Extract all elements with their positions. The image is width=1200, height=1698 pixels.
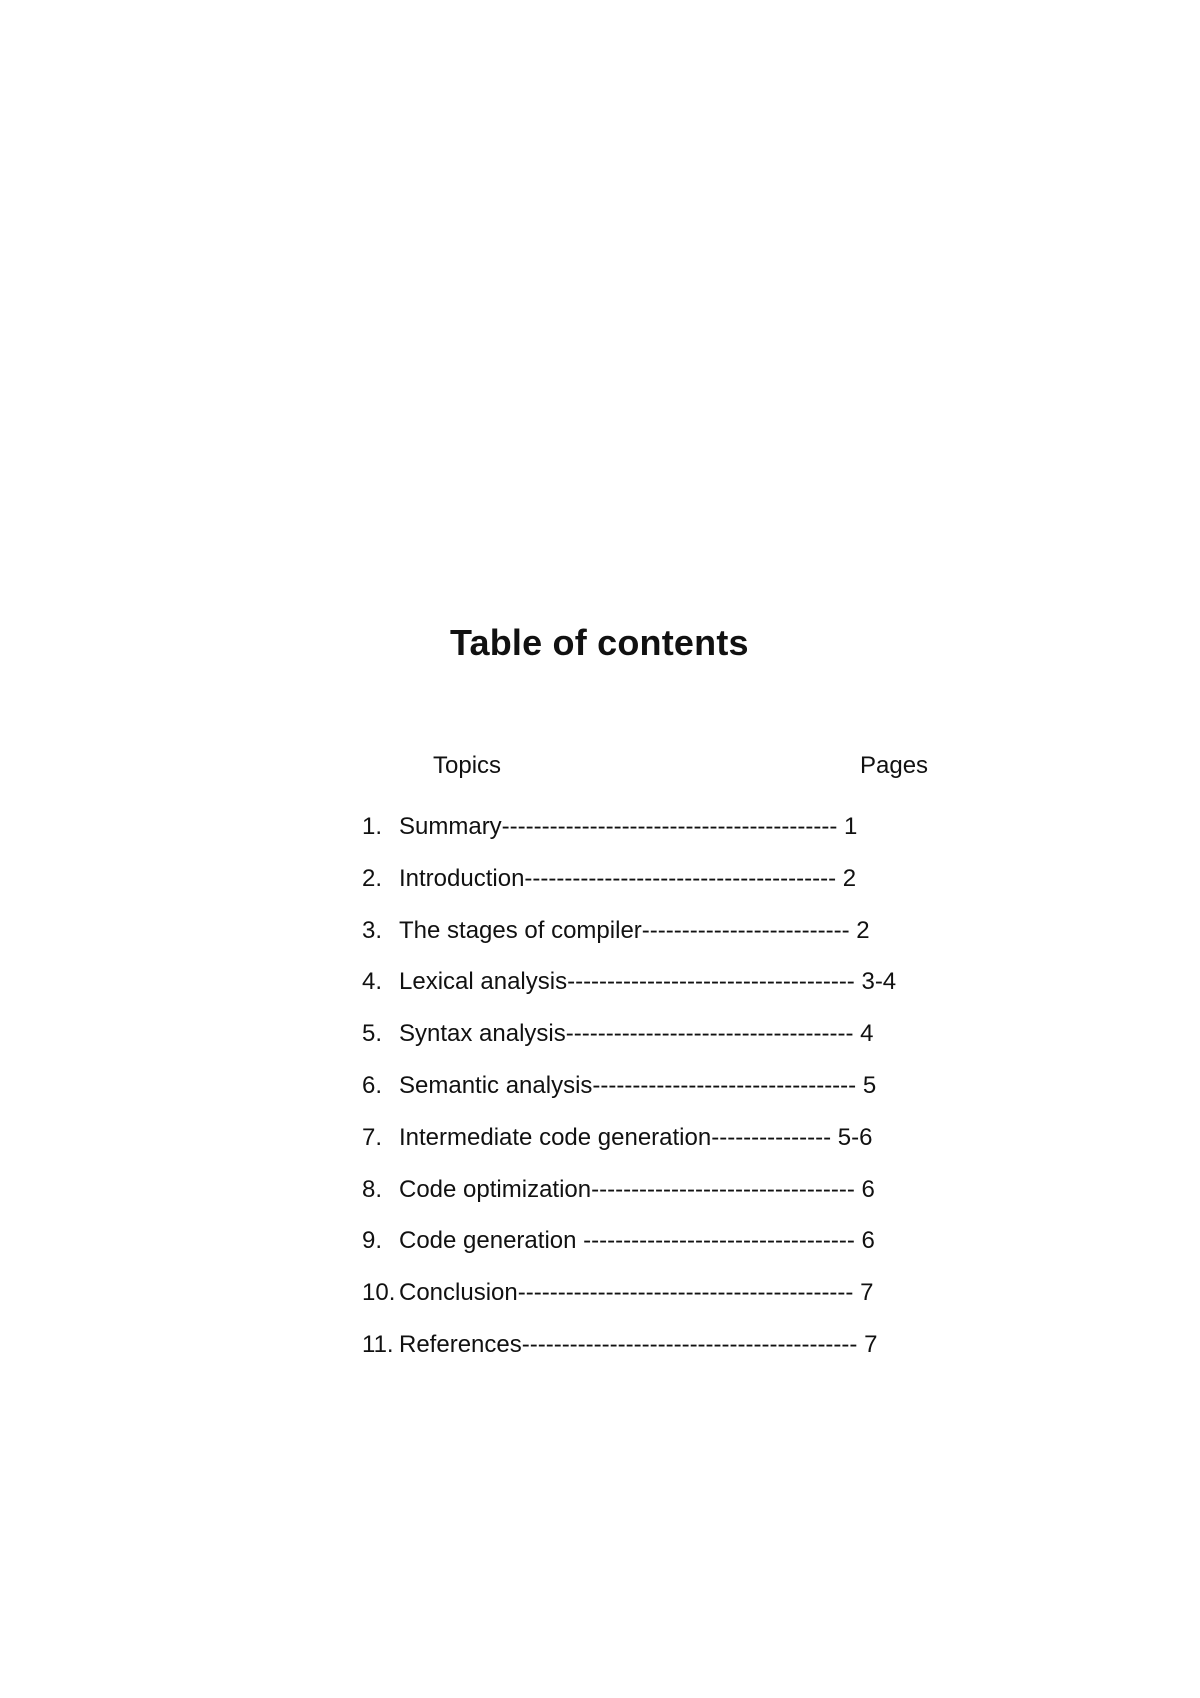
toc-entry bbox=[362, 864, 962, 916]
toc-entry bbox=[362, 812, 962, 864]
toc-entry bbox=[362, 1175, 962, 1227]
toc-entry-number: 4. bbox=[362, 968, 383, 996]
topics-column-header: Topics bbox=[433, 752, 502, 779]
toc-list bbox=[362, 812, 962, 1382]
toc-entry-number: 5. bbox=[362, 1020, 383, 1048]
toc-entry bbox=[362, 1071, 962, 1123]
toc-entry-number: 3. bbox=[362, 916, 383, 944]
toc-entry-text: Introduction--------------------------------------- 2 bbox=[399, 864, 857, 892]
toc-entry-text: The stages of compiler-------------------------- 2 bbox=[399, 916, 870, 944]
toc-entry-number: 7. bbox=[362, 1123, 383, 1151]
toc-entry bbox=[362, 1019, 962, 1071]
toc-entry-number: 2. bbox=[362, 864, 383, 892]
toc-entry-text: Conclusion------------------------------------------ 7 bbox=[399, 1279, 874, 1307]
toc-entry-text: Code optimization--------------------------------- 6 bbox=[399, 1175, 875, 1203]
toc-entry-number: 6. bbox=[362, 1071, 383, 1099]
toc-entry-text: Summary------------------------------------------ 1 bbox=[399, 813, 858, 840]
toc-entry bbox=[362, 1226, 962, 1278]
toc-entry bbox=[362, 1278, 962, 1330]
toc-entry-text: Intermediate code generation--------------- 5-6 bbox=[399, 1123, 873, 1151]
toc-entry-number: 10. bbox=[362, 1279, 396, 1307]
toc-entry-number: 9. bbox=[362, 1227, 383, 1255]
toc-entry-text: Syntax analysis------------------------------------ 4 bbox=[399, 1020, 874, 1048]
toc-entry bbox=[362, 1330, 962, 1382]
toc-entry-text: Code generation ---------------------------------- 6 bbox=[399, 1227, 875, 1255]
toc-entry-number: 1. bbox=[362, 813, 383, 840]
pages-column-header: Pages bbox=[860, 752, 929, 779]
toc-entry-text: Semantic analysis--------------------------------- 5 bbox=[399, 1071, 877, 1099]
toc-entry bbox=[362, 916, 962, 968]
toc-entry bbox=[362, 1123, 962, 1175]
toc-entry-number: 11. bbox=[362, 1330, 394, 1358]
toc-entry-number: 8. bbox=[362, 1175, 383, 1203]
toc-entry bbox=[362, 967, 962, 1019]
toc-entry-text: References------------------------------------------ 7 bbox=[399, 1330, 878, 1358]
toc-entry-text: Lexical analysis------------------------------------ 3-4 bbox=[399, 968, 897, 996]
page-title: Table of contents bbox=[450, 622, 749, 663]
